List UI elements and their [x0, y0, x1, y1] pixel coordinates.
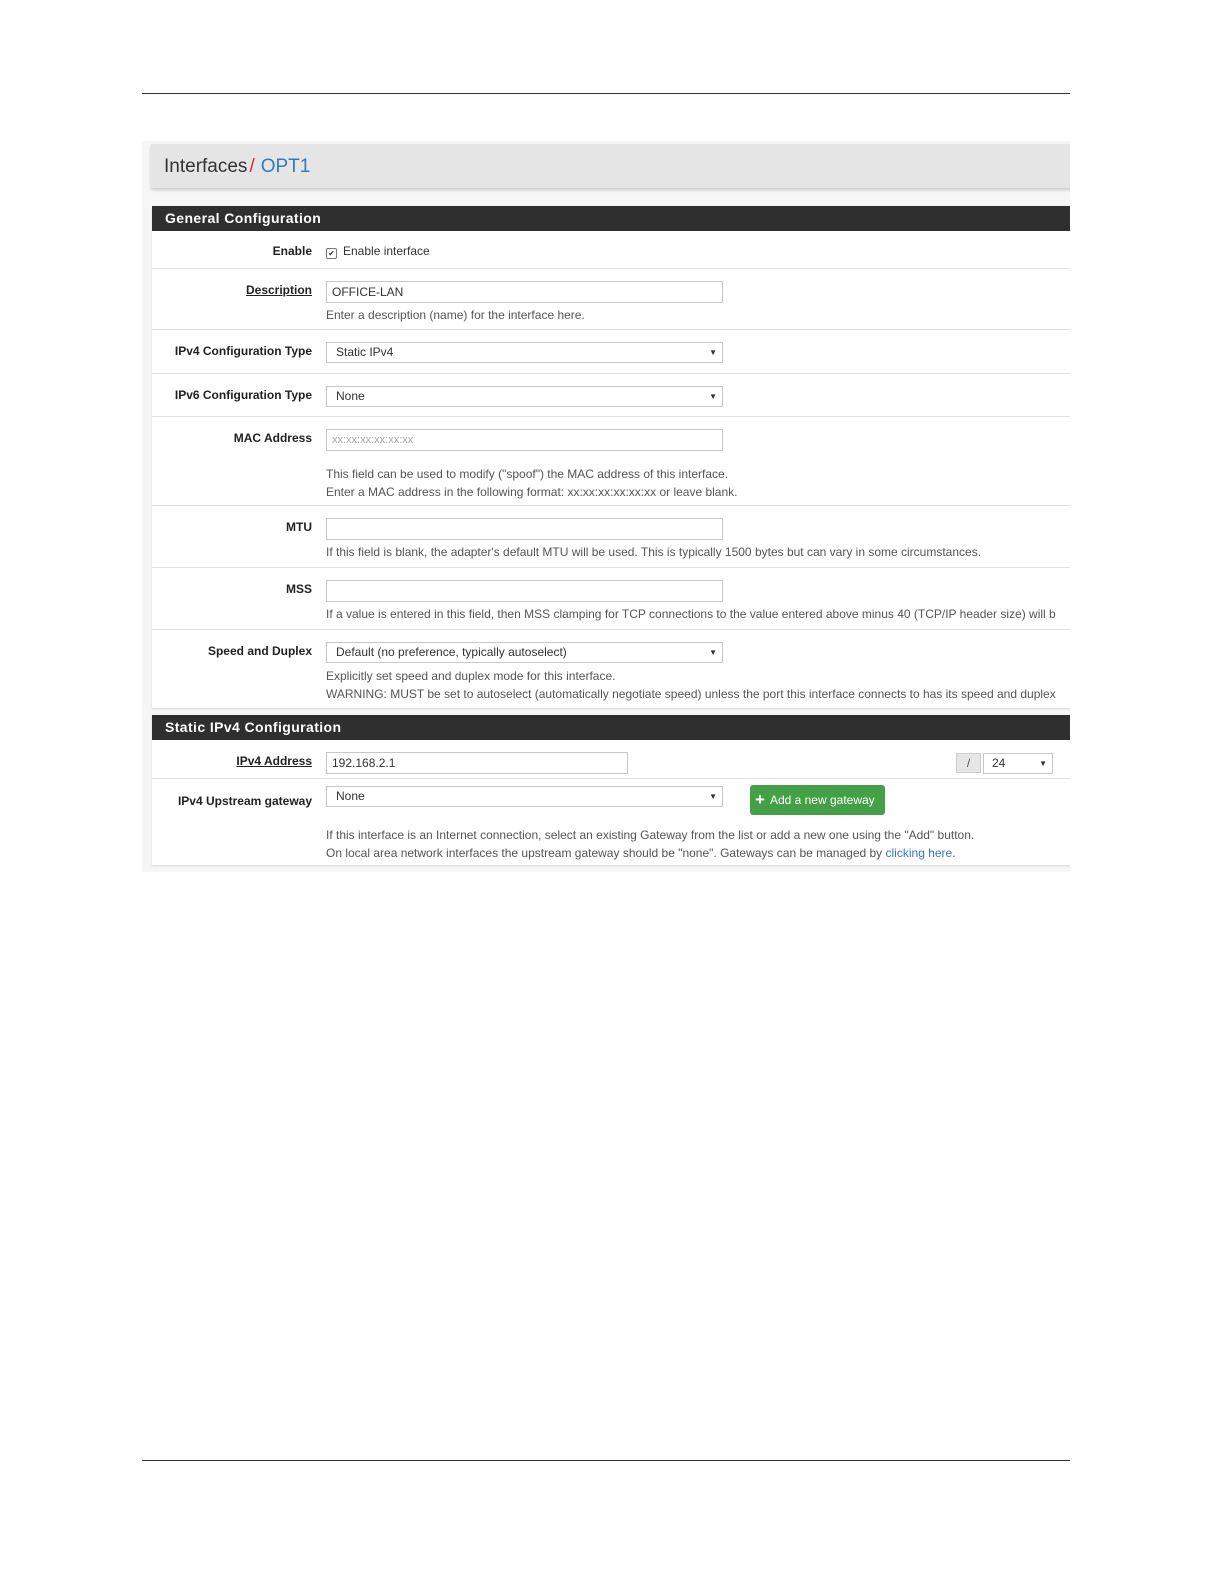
- row-mac-address: [152, 417, 1070, 506]
- breadcrumb-interfaces[interactable]: Interfaces: [164, 156, 248, 177]
- plus-icon: +: [755, 790, 765, 809]
- gateway-label: IPv4 Upstream gateway: [177, 794, 312, 808]
- interface-settings-screenshot: [142, 141, 1070, 872]
- mtu-label: MTU: [286, 520, 312, 534]
- chevron-down-icon: ▼: [709, 792, 717, 801]
- footer-rule: [142, 1460, 1070, 1461]
- row-enable: [152, 231, 1070, 269]
- breadcrumb-separator: /: [249, 156, 255, 177]
- chevron-down-icon: ▼: [1039, 759, 1047, 768]
- row-mtu: [152, 506, 1070, 568]
- mtu-input[interactable]: [326, 518, 723, 540]
- gateway-help-2-end: .: [952, 846, 956, 860]
- gateway-help-2: [326, 844, 956, 862]
- gateway-value: None: [336, 789, 365, 803]
- ipv6-type-select[interactable]: [326, 386, 723, 407]
- breadcrumb-current[interactable]: OPT1: [260, 156, 311, 177]
- description-help: Enter a description (name) for the interface here.: [326, 308, 585, 322]
- row-mss: [152, 568, 1070, 630]
- mac-label: MAC Address: [233, 431, 312, 445]
- cidr-slash: /: [956, 753, 981, 773]
- enable-checkbox-label[interactable]: Enable interface: [343, 244, 430, 258]
- ipv4-type-select[interactable]: [326, 342, 723, 363]
- cidr-value: 24: [992, 756, 1006, 770]
- enable-label: Enable: [272, 244, 312, 258]
- chevron-down-icon: ▼: [709, 392, 717, 401]
- breadcrumb-bar: [151, 144, 1070, 188]
- row-ipv4-type: [152, 330, 1070, 374]
- mtu-help: If this field is blank, the adapter's default MTU will be used. This is typically 1500 bytes but can vary in some circumstances.: [326, 545, 982, 559]
- chevron-down-icon: ▼: [709, 648, 717, 657]
- cidr-select[interactable]: [983, 753, 1053, 774]
- speed-select[interactable]: [326, 642, 723, 663]
- row-ipv6-type: [152, 374, 1070, 417]
- gateways-link[interactable]: clicking here: [885, 846, 953, 860]
- row-speed-duplex: [152, 630, 1070, 708]
- enable-checkbox[interactable]: ✔: [326, 248, 337, 259]
- panel-heading-general: General Configuration: [152, 206, 1070, 231]
- speed-label: Speed and Duplex: [207, 644, 312, 658]
- description-label[interactable]: Description: [245, 283, 312, 297]
- ipv4-type-value: Static IPv4: [336, 345, 394, 359]
- header-rule: [142, 93, 1070, 94]
- speed-help-1: Explicitly set speed and duplex mode for this interface.: [326, 669, 616, 683]
- gateway-select[interactable]: [326, 786, 723, 807]
- gateway-help-2-text: On local area network interfaces the upstream gateway should be "none". Gateways can be managed by: [326, 846, 886, 860]
- chevron-down-icon: ▼: [709, 348, 717, 357]
- row-ipv4-gateway: [152, 779, 1070, 865]
- ipv6-type-label: IPv6 Configuration Type: [174, 388, 312, 402]
- mac-help-2: Enter a MAC address in the following format: xx:xx:xx:xx:xx:xx or leave blank.: [326, 485, 738, 499]
- add-gateway-button[interactable]: [750, 785, 885, 815]
- speed-value: Default (no preference, typically autoselect): [336, 645, 567, 659]
- breadcrumb: [164, 156, 310, 178]
- ipv4-address-input[interactable]: 192.168.2.1: [326, 752, 628, 774]
- mac-input[interactable]: xx:xx:xx:xx:xx:xx: [326, 429, 723, 451]
- gateway-help-1: If this interface is an Internet connection, select an existing Gateway from the list or add a new one using the "Add" button.: [326, 828, 975, 842]
- description-input[interactable]: OFFICE-LAN: [326, 281, 723, 303]
- ipv4-address-label[interactable]: IPv4 Address: [236, 754, 312, 768]
- speed-help-2: WARNING: MUST be set to autoselect (automatically negotiate speed) unless the port this interface connects to has its speed and duplex: [326, 687, 1056, 701]
- mss-input[interactable]: [326, 580, 723, 602]
- ipv4-type-label: IPv4 Configuration Type: [174, 344, 312, 358]
- row-ipv4-address: [152, 740, 1070, 779]
- general-configuration-panel: [152, 206, 1070, 708]
- add-gateway-label: Add a new gateway: [769, 793, 875, 807]
- row-description: [152, 269, 1070, 330]
- mss-help: If a value is entered in this field, then MSS clamping for TCP connections to the value entered above minus 40 (TCP/IP header size) will b: [326, 607, 1056, 621]
- enable-checkbox-wrap[interactable]: [326, 244, 430, 259]
- ipv6-type-value: None: [336, 389, 365, 403]
- panel-heading-static-ipv4: Static IPv4 Configuration: [152, 715, 1070, 740]
- mss-label: MSS: [285, 582, 312, 596]
- static-ipv4-panel: [152, 715, 1070, 865]
- mac-help-1: This field can be used to modify ("spoof") the MAC address of this interface.: [326, 467, 729, 481]
